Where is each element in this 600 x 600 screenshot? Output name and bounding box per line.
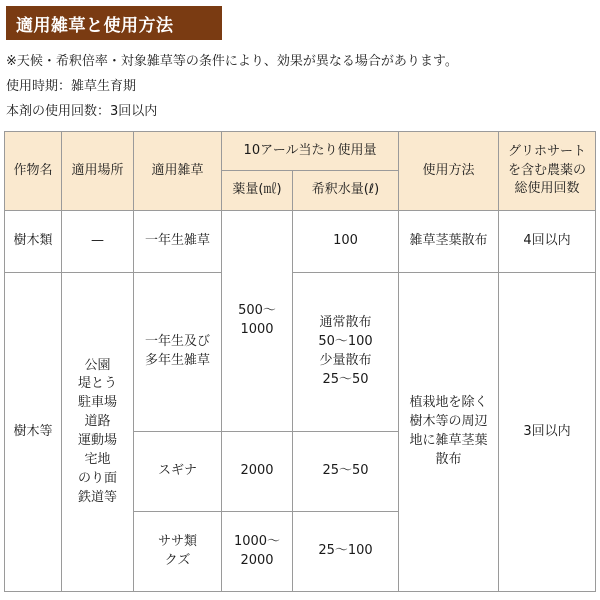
header-total-uses: グリホサート を含む農薬の 総使用回数 xyxy=(499,132,596,211)
cell-total: 3回以内 xyxy=(499,273,596,592)
cell-dilution: 25～100 xyxy=(293,512,399,592)
header-per-10a: 10アール当たり使用量 xyxy=(222,132,399,171)
usage-table xyxy=(4,131,596,592)
note-conditions: ※天候・希釈倍率・対象雑草等の条件により、効果が異なる場合があります。 xyxy=(6,54,458,69)
table-row xyxy=(5,273,596,432)
cell-dilution: 25～50 xyxy=(293,432,399,512)
cell-dilution: 通常散布 50～100 少量散布 25～50 xyxy=(293,273,399,432)
cell-chemical: 1000～ 2000 xyxy=(222,512,293,592)
header-weed: 適用雑草 xyxy=(134,132,222,211)
header-dilution-water: 希釈水量(ℓ) xyxy=(293,171,399,211)
table-row xyxy=(5,211,596,273)
cell-chemical-shared: 500～ 1000 xyxy=(222,211,293,432)
note-usage-period: 使用時期：雑草生育期 xyxy=(6,79,137,94)
cell-weed: 一年生雑草 xyxy=(134,211,222,273)
header-place: 適用場所 xyxy=(62,132,134,211)
cell-weed: 一年生及び 多年生雑草 xyxy=(134,273,222,432)
cell-method: 植栽地を除く 樹木等の周辺 地に雑草茎葉 散布 xyxy=(399,273,499,592)
header-method: 使用方法 xyxy=(399,132,499,211)
cell-weed: ササ類 クズ xyxy=(134,512,222,592)
cell-weed: スギナ xyxy=(134,432,222,512)
note-usage-count: 本剤の使用回数：3回以内 xyxy=(6,104,158,119)
cell-crop: 樹木等 xyxy=(5,273,62,592)
header-crop: 作物名 xyxy=(5,132,62,211)
section-title: 適用雑草と使用方法 xyxy=(6,6,222,40)
cell-dilution: 100 xyxy=(293,211,399,273)
cell-place: — xyxy=(62,211,134,273)
cell-total: 4回以内 xyxy=(499,211,596,273)
header-chemical-amount: 薬量(㎖) xyxy=(222,171,293,211)
cell-method: 雑草茎葉散布 xyxy=(399,211,499,273)
cell-crop: 樹木類 xyxy=(5,211,62,273)
cell-places: 公園 堤とう 駐車場 道路 運動場 宅地 のり面 鉄道等 xyxy=(62,273,134,592)
cell-chemical: 2000 xyxy=(222,432,293,512)
